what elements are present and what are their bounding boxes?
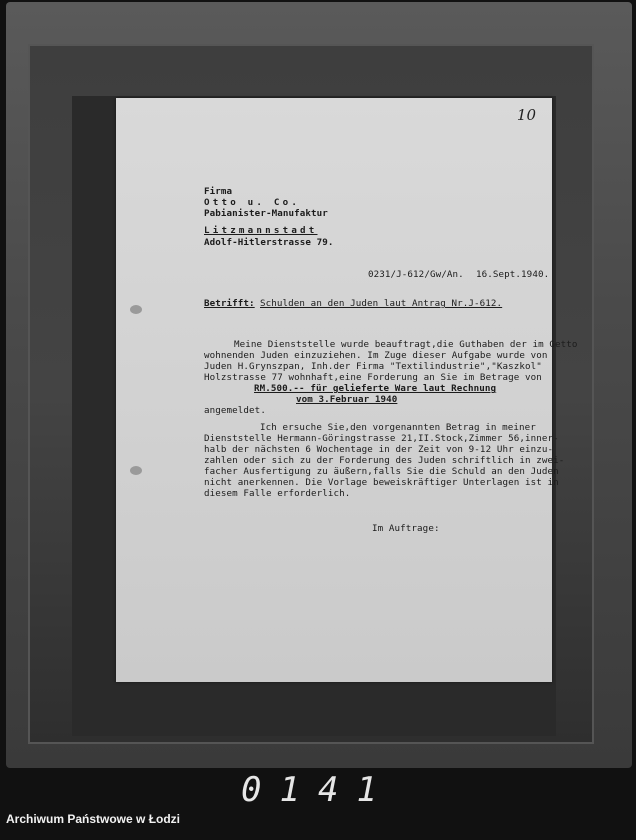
recipient-line2: Otto u. Co. xyxy=(204,197,301,208)
recipient-line1: Firma xyxy=(204,186,233,197)
punch-hole xyxy=(130,466,142,475)
subject-text: Schulden an den Juden laut Antrag Nr.J-612. xyxy=(260,298,503,309)
closing: Im Auftrage: xyxy=(372,523,440,534)
body-invoice-date: vom 3.Februar 1940 xyxy=(296,394,398,405)
recipient-line3: Pabianister-Manufaktur xyxy=(204,208,328,219)
body-line: zahlen oder sich zu der Forderung des Juden schriftlich in zwei- xyxy=(204,455,565,466)
film-frame-number: 0141 xyxy=(241,770,395,810)
body-amount-line: RM.500.-- für gelieferte Ware laut Rechnung xyxy=(254,383,497,394)
body-line: diesem Falle erforderlich. xyxy=(204,488,351,499)
reference-number: 0231/J-612/Gw/An. xyxy=(368,269,464,280)
body-line: Dienststelle Hermann-Göringstrasse 21,II.Stock,Zimmer 56,inner- xyxy=(204,433,559,444)
punch-hole xyxy=(130,305,142,314)
archive-label: Archiwum Państwowe w Łodzi xyxy=(6,812,181,826)
page-number: 10 xyxy=(516,106,536,124)
letter-date: 16.Sept.1940. xyxy=(476,269,550,280)
body-line: Holzstrasse 77 wohnhaft,eine Forderung an Sie im Betrage von xyxy=(204,372,542,383)
body-line: Meine Dienststelle wurde beauftragt,die Guthaben der im Getto xyxy=(234,339,578,350)
body-line: nicht anerkennen. Die Vorlage beweiskräftiger Unterlagen ist in xyxy=(204,477,559,488)
recipient-city: Litzmannstadt xyxy=(204,225,318,236)
body-line: facher Ausfertigung zu äußern,falls Sie die Schuld an den Juden xyxy=(204,466,559,477)
body-line: halb der nächsten 6 Wochentage in der Zeit von 9-12 Uhr einzu- xyxy=(204,444,554,455)
body-line: wohnenden Juden einzuziehen. Im Zuge dieser Aufgabe wurde von xyxy=(204,350,548,361)
body-line: Ich ersuche Sie,den vorgenannten Betrag in meiner xyxy=(260,422,536,433)
subject-label: Betrifft: xyxy=(204,298,255,309)
recipient-street: Adolf-Hitlerstrasse 79. xyxy=(204,237,334,248)
body-line: angemeldet. xyxy=(204,405,266,416)
letter-page xyxy=(116,98,578,682)
body-line: Juden H.Grynszpan, Inh.der Firma "Textilindustrie","Kaszkol" xyxy=(204,361,542,372)
